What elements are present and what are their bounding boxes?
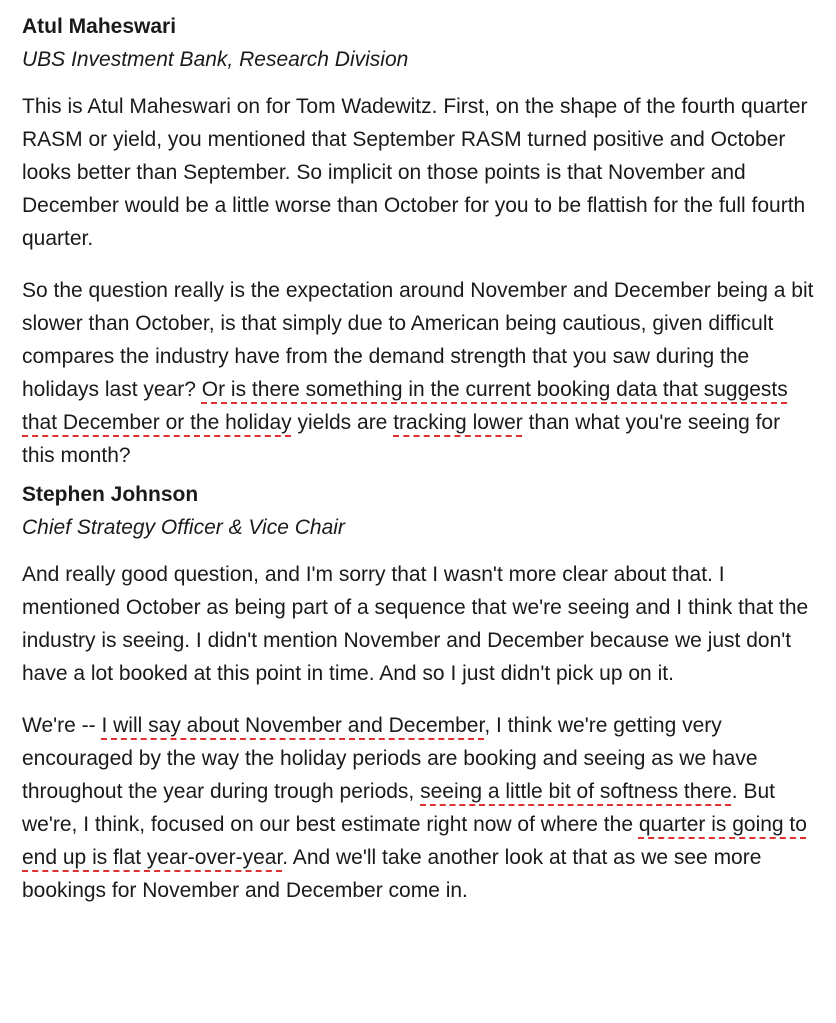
highlighted-phrase: tracking lower — [393, 411, 523, 434]
text-segment: So the question really is the expectation around November and December being a bit slower than October, is that simply due to American being cautious, given difficult compares the industry have from the demand strength that you saw during the holidays last year? — [22, 279, 814, 401]
text-segment: We're -- — [22, 714, 102, 737]
paragraph — [22, 90, 814, 255]
paragraph — [22, 709, 814, 907]
text-segment: than what you're seeing for this month? — [22, 411, 781, 467]
speaker-block-1 — [22, 10, 814, 472]
text-segment: And really good question, and I'm sorry that I wasn't more clear about that. I mentioned October as being part of a sequence that we're seeing and I think that the industry is seeing. I didn't mention November and December because we just don't have a lot booked at this point in time. And so I just didn't pick up on it. — [22, 563, 809, 685]
speaker-name: Atul Maheswari — [22, 15, 177, 38]
highlighted-phrase: I will say about November and December — [101, 714, 485, 737]
highlighted-phrase: quarter is going to end up is flat year-over-year — [22, 813, 807, 869]
text-segment: . But we're, I think, focused on our best estimate right now of where the — [22, 780, 775, 836]
speaker-block-2 — [22, 478, 814, 907]
speaker-affiliation: Chief Strategy Officer & Vice Chair — [22, 516, 345, 539]
text-segment: This is Atul Maheswari on for Tom Wadewitz. First, on the shape of the fourth quarter RASM or yield, you mentioned that September RASM turned positive and October looks better than September. So implicit on those points is that November and December would be a little worse than October for you to be flattish for the full fourth quarter. — [22, 95, 808, 250]
text-segment: yields are — [291, 411, 394, 434]
highlighted-phrase: Or is there something in the current booking data that suggests that December or the holiday — [22, 378, 788, 434]
paragraph — [22, 274, 814, 472]
speaker-name: Stephen Johnson — [22, 483, 199, 506]
speaker-affiliation: UBS Investment Bank, Research Division — [22, 48, 409, 71]
text-segment: . And we'll take another look at that as we see more bookings for November and December come in. — [22, 846, 762, 902]
paragraph — [22, 558, 814, 690]
highlighted-phrase: seeing a little bit of softness there — [420, 780, 732, 803]
text-segment: , I think we're getting very encouraged by the way the holiday periods are booking and seeing as we have throughout the year during trough periods, — [22, 714, 758, 803]
